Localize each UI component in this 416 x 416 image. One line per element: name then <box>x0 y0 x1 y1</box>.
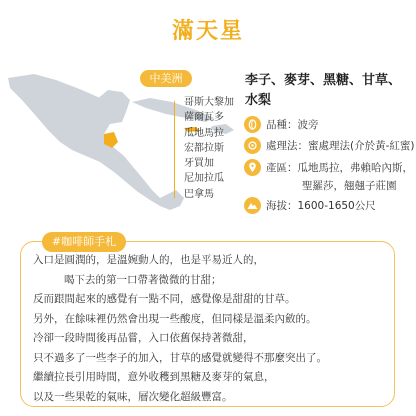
process-text: 處理法：蜜處理法(介於黃-紅蜜) <box>266 140 415 152</box>
country-item: 瓜地馬拉 <box>184 127 224 139</box>
process-row <box>244 137 414 155</box>
country-list <box>184 95 234 202</box>
country-item: 牙買加 <box>184 158 214 170</box>
note-line: 以及一些果乾的氣味，層次變化超級豐富。 <box>33 390 233 403</box>
page-title: 滿天星 <box>171 19 244 44</box>
process-icon <box>244 137 261 154</box>
flavor-line: 水梨 <box>245 93 272 108</box>
map-pin-icon <box>244 159 261 176</box>
barista-notes-label: #咖啡師手札 <box>42 232 126 252</box>
note-line: 繼續拉長引用時間，意外收穫到黑糖及麥芽的氣息， <box>33 371 275 383</box>
country-bracket <box>174 101 180 198</box>
country-item: 薩爾瓦多 <box>184 112 224 124</box>
flavor-notes <box>245 71 410 111</box>
map-landmass <box>8 74 184 210</box>
country-item: 巴拿馬 <box>184 188 214 200</box>
variety-text: 品種：波旁 <box>266 119 319 131</box>
altitude-text: 海拔：1600-1650公尺 <box>266 200 376 212</box>
note-line: 入口是圓潤的，是溫婉動人的，也是平易近人的， <box>33 254 264 266</box>
note-line: 冷卻一段時間後再品嘗，入口依舊保持著微甜， <box>33 332 254 344</box>
origin-text-cont: 聖羅莎，翹翹子莊園 <box>302 180 397 192</box>
country-item: 宏都拉斯 <box>184 142 224 154</box>
origin-text: 產區：瓜地馬拉，弗賴哈內斯， <box>266 162 413 174</box>
origin-row <box>244 159 413 195</box>
country-item: 尼加拉瓜 <box>184 173 224 185</box>
variety-row <box>244 116 319 134</box>
mountain-icon <box>244 197 261 214</box>
note-line: 喝下去的第一口帶著微微的甘甜； <box>64 273 222 286</box>
coffee-bean-icon <box>244 116 261 133</box>
altitude-row <box>244 197 376 215</box>
barista-notes-text <box>33 251 393 407</box>
flavor-line: 李子、麥芽、黑糖、甘草、 <box>245 73 402 88</box>
note-line: 反而跟間起來的感覺有一點不同，感覺像是甜甜的甘草。 <box>33 293 296 305</box>
region-badge: 中美洲 <box>140 70 192 87</box>
note-line: 另外，在餘味裡仍然會出現一些酸度，但同樣是溫柔內斂的。 <box>33 312 317 325</box>
country-item: 哥斯大黎加 <box>184 97 234 108</box>
note-line: 只不過多了一些李子的加入，甘草的感覺就變得不那麼突出了。 <box>33 351 327 364</box>
